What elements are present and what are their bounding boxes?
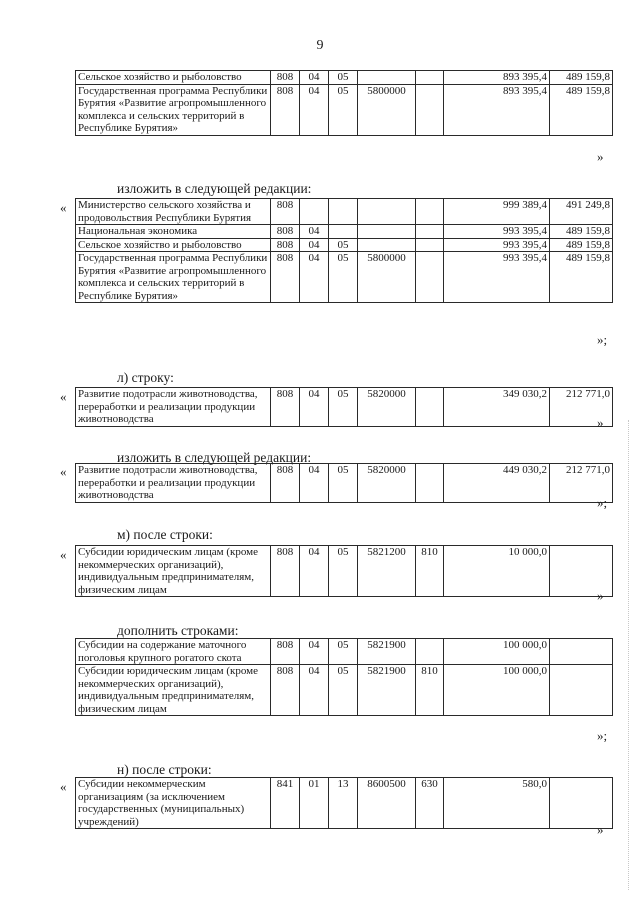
name-cell: Государственная программа Республики Бурятия «Развитие агропромышленного комплекса и сельских территорий в Республике Бурятия» — [76, 84, 271, 135]
ministry-code-cell: 808 — [271, 388, 300, 427]
budget-table-3 — [75, 387, 613, 427]
table-row — [76, 388, 613, 427]
section-cell: 04 — [300, 388, 329, 427]
amount-cell-2 — [550, 665, 613, 716]
table-row — [76, 546, 613, 597]
subsection-cell: 05 — [329, 546, 358, 597]
close-quote: »; — [597, 332, 608, 347]
section-heading: н) после строки: — [117, 762, 212, 777]
budget-table-2 — [75, 198, 613, 303]
target-article-cell: 5800000 — [358, 84, 416, 135]
subsection-cell — [329, 199, 358, 225]
close-quote: » — [597, 588, 604, 603]
subsection-cell — [329, 225, 358, 239]
table-row — [76, 778, 613, 829]
section-heading: изложить в следующей редакции: — [117, 450, 312, 465]
amount-cell-2 — [550, 778, 613, 829]
ministry-code-cell: 808 — [271, 546, 300, 597]
target-article-cell: 5821900 — [358, 639, 416, 665]
target-article-cell — [358, 71, 416, 85]
subsection-cell: 05 — [329, 388, 358, 427]
amount-cell-2: 212 771,0 — [550, 388, 613, 427]
subsection-cell: 05 — [329, 464, 358, 503]
name-cell: Субсидии на содержание маточного поголовья крупного рогатого скота — [76, 639, 271, 665]
subsection-cell: 05 — [329, 238, 358, 252]
name-cell: Министерство сельского хозяйства и продовольствия Республики Бурятия — [76, 199, 271, 225]
section-cell — [300, 199, 329, 225]
ministry-code-cell: 808 — [271, 252, 300, 303]
amount-cell: 100 000,0 — [444, 665, 550, 716]
amount-cell-2: 212 771,0 — [550, 464, 613, 503]
section-cell: 04 — [300, 464, 329, 503]
amount-cell: 993 395,4 — [444, 238, 550, 252]
expense-type-cell — [416, 388, 444, 427]
open-quote: « — [60, 389, 67, 404]
scan-edge-mark — [628, 420, 630, 890]
subsection-cell: 05 — [329, 84, 358, 135]
open-quote: « — [60, 200, 67, 215]
section-cell: 04 — [300, 665, 329, 716]
section-cell: 04 — [300, 546, 329, 597]
open-quote: « — [60, 547, 67, 562]
amount-cell: 580,0 — [444, 778, 550, 829]
amount-cell: 893 395,4 — [444, 71, 550, 85]
close-quote: »; — [597, 728, 608, 743]
target-article-cell — [358, 199, 416, 225]
name-cell: Сельское хозяйство и рыболовство — [76, 238, 271, 252]
amount-cell-2: 489 159,8 — [550, 225, 613, 239]
ministry-code-cell: 808 — [271, 199, 300, 225]
name-cell: Субсидии некоммерческим организациям (за исключением государственных (муниципальных) учреждений) — [76, 778, 271, 829]
expense-type-cell: 810 — [416, 665, 444, 716]
section-heading: излoжить в следующей редакции: — [117, 181, 312, 196]
ministry-code-cell: 808 — [271, 665, 300, 716]
amount-cell: 100 000,0 — [444, 639, 550, 665]
section-heading: л) строку: — [117, 370, 174, 385]
subsection-cell: 05 — [329, 639, 358, 665]
name-cell: Национальная экономика — [76, 225, 271, 239]
ministry-code-cell: 808 — [271, 464, 300, 503]
target-article-cell: 5821900 — [358, 665, 416, 716]
expense-type-cell — [416, 464, 444, 503]
section-heading: м) после строки: — [117, 527, 213, 542]
amount-cell: 993 395,4 — [444, 252, 550, 303]
amount-cell: 449 030,2 — [444, 464, 550, 503]
budget-table-1 — [75, 70, 613, 136]
ministry-code-cell: 808 — [271, 639, 300, 665]
subsection-cell: 13 — [329, 778, 358, 829]
table-row — [76, 71, 613, 85]
amount-cell: 349 030,2 — [444, 388, 550, 427]
section-cell: 04 — [300, 225, 329, 239]
expense-type-cell — [416, 84, 444, 135]
ministry-code-cell: 808 — [271, 71, 300, 85]
open-quote: « — [60, 779, 67, 794]
target-article-cell: 5820000 — [358, 388, 416, 427]
table-row — [76, 225, 613, 239]
expense-type-cell — [416, 639, 444, 665]
amount-cell-2: 489 159,8 — [550, 71, 613, 85]
target-article-cell: 5820000 — [358, 464, 416, 503]
close-quote: »; — [597, 495, 608, 510]
amount-cell-2: 491 249,8 — [550, 199, 613, 225]
expense-type-cell: 810 — [416, 546, 444, 597]
expense-type-cell — [416, 225, 444, 239]
name-cell: Развитие подотрасли животноводства, переработки и реализации продукции животноводства — [76, 388, 271, 427]
amount-cell-2: 489 159,8 — [550, 238, 613, 252]
section-cell: 04 — [300, 252, 329, 303]
ministry-code-cell: 841 — [271, 778, 300, 829]
target-article-cell — [358, 225, 416, 239]
page-number: 9 — [316, 38, 324, 53]
table-row — [76, 665, 613, 716]
expense-type-cell — [416, 199, 444, 225]
open-quote: « — [60, 464, 67, 479]
section-cell: 04 — [300, 71, 329, 85]
table-row — [76, 84, 613, 135]
target-article-cell: 5821200 — [358, 546, 416, 597]
target-article-cell: 5800000 — [358, 252, 416, 303]
close-quote: » — [597, 149, 604, 164]
table-row — [76, 238, 613, 252]
amount-cell-2 — [550, 639, 613, 665]
table-row — [76, 252, 613, 303]
budget-table-4 — [75, 463, 613, 503]
ministry-code-cell: 808 — [271, 225, 300, 239]
table-row — [76, 639, 613, 665]
amount-cell: 10 000,0 — [444, 546, 550, 597]
expense-type-cell — [416, 71, 444, 85]
subsection-cell: 05 — [329, 665, 358, 716]
section-heading: дополнить строками: — [117, 623, 239, 638]
subsection-cell: 05 — [329, 252, 358, 303]
target-article-cell: 8600500 — [358, 778, 416, 829]
section-cell: 04 — [300, 639, 329, 665]
expense-type-cell: 630 — [416, 778, 444, 829]
close-quote: » — [597, 415, 604, 430]
table-row — [76, 199, 613, 225]
amount-cell-2: 489 159,8 — [550, 84, 613, 135]
name-cell: Государственная программа Республики Бурятия «Развитие агропромышленного комплекса и сельских территорий в Республике Бурятия» — [76, 252, 271, 303]
target-article-cell — [358, 238, 416, 252]
section-cell: 04 — [300, 84, 329, 135]
budget-table-7 — [75, 777, 613, 829]
section-cell: 04 — [300, 238, 329, 252]
name-cell: Развитие подотрасли животноводства, переработки и реализации продукции животноводства — [76, 464, 271, 503]
subsection-cell: 05 — [329, 71, 358, 85]
amount-cell: 893 395,4 — [444, 84, 550, 135]
section-cell: 01 — [300, 778, 329, 829]
ministry-code-cell: 808 — [271, 84, 300, 135]
amount-cell: 999 389,4 — [444, 199, 550, 225]
amount-cell: 993 395,4 — [444, 225, 550, 239]
expense-type-cell — [416, 252, 444, 303]
expense-type-cell — [416, 238, 444, 252]
name-cell: Субсидии юридическим лицам (кроме некоммерческих организаций), индивидуальным предпринимателям, физическим лицам — [76, 665, 271, 716]
budget-table-6 — [75, 638, 613, 716]
name-cell: Субсидии юридическим лицам (кроме некоммерческих организаций), индивидуальным предпринимателям, физическим лицам — [76, 546, 271, 597]
table-row — [76, 464, 613, 503]
name-cell: Сельское хозяйство и рыболовство — [76, 71, 271, 85]
close-quote: » — [597, 822, 604, 837]
ministry-code-cell: 808 — [271, 238, 300, 252]
amount-cell-2: 489 159,8 — [550, 252, 613, 303]
budget-table-5 — [75, 545, 613, 597]
